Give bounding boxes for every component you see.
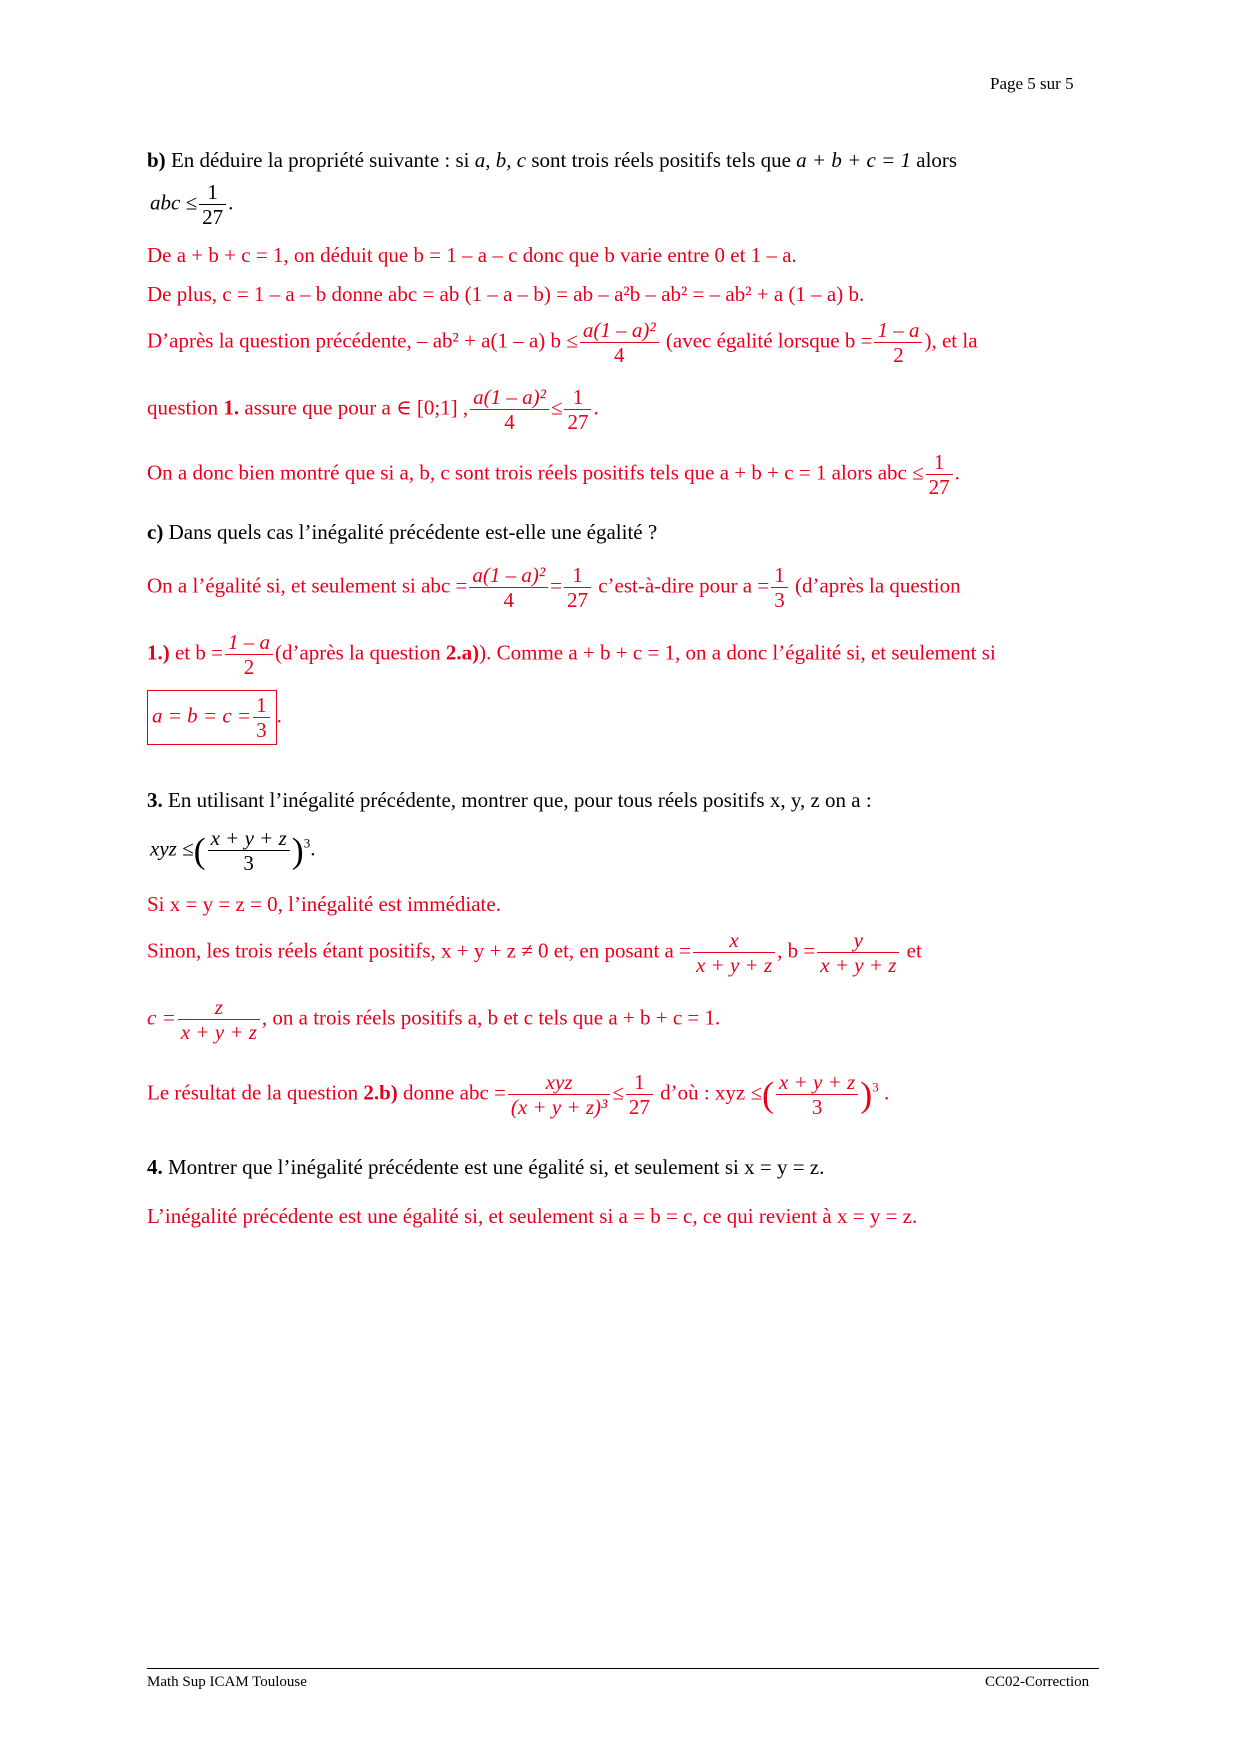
answer-2c-line-2: 1.) et b = $\frac{1 - a}{2}$ (d’après la question 2.a)). Comme a + b + c = 1, on a donc l’égalité si, et seulement si (147, 630, 996, 680)
fraction-y-over-sum: $\frac{y}{x + y + z}$ (817, 928, 899, 977)
fraction-1-a-over-2: $\frac{1 - a}{2}$ (225, 630, 273, 679)
fraction-xyz-over-sum-cubed: $\frac{\text{xyz}}{\text{(x + y + z)³}}$ (508, 1070, 610, 1119)
answer-3-line-1: Si x = y = z = 0, l’inégalité est immédiate. (147, 892, 501, 916)
answer-2b-line-1: De a + b + c = 1, on déduit que b = 1 – a – c donc que b varie entre 0 et 1 – a. (147, 243, 797, 267)
answer-2c-boxed-result: a = b = c = $\frac{1}{3}$ . (147, 690, 282, 745)
boxed-equality: a = b = c = $\frac{1}{3}$ (147, 690, 277, 745)
question-condition: a + b + c = 1 (796, 148, 911, 172)
answer-3-line-3: c = $\frac{z}{x + y + z}$ , on a trois réels positifs a, b et c tels que a + b + c = 1. (147, 995, 721, 1045)
fraction-one-27: $\frac{1}{27}$ (626, 1070, 653, 1119)
answer-2b-line-5: On a donc bien montré que si a, b, c sont trois réels positifs tels que a + b + c = 1 alors abc ≤ $\frac{1}{27}$ . (147, 450, 960, 500)
fraction-one-27: $\frac{1}{27}$ (199, 180, 226, 229)
fraction-one-27: $\frac{1}{27}$ (564, 385, 591, 434)
question-4 (147, 1155, 824, 1180)
inequality-lhs: abc ≤ (150, 190, 198, 215)
answer-3-line-4: Le résultat de la question 2.b) donne abc = $\frac{\text{xyz}}{\text{(x + y + z)³}}$ ≤ $\frac{1}{27}$ d’où : xyz ≤( $\frac{x + y + z}{3}$ )$^3$ . (147, 1070, 890, 1120)
footer-rule (147, 1668, 1099, 1669)
question-label: 3. (147, 788, 163, 812)
fraction-a-1-a-squared-over-4: $\frac{\text{a(1 – a)²}}{4}$ (580, 318, 659, 367)
question-vars: a, b, c (474, 148, 527, 172)
question-text: En utilisant l’inégalité précédente, montrer que, pour tous réels positifs x, y, z on a : (168, 788, 872, 812)
answer-4: L’inégalité précédente est une égalité si, et seulement si a = b = c, ce qui revient à x = y = z. (147, 1204, 918, 1228)
fraction-a-1-a-squared-over-4: $\frac{\text{a(1 – a)²}}{4}$ (469, 563, 548, 612)
answer-2b-line-2: De plus, c = 1 – a – b donne abc = ab (1 – a – b) = ab – a²b – ab² = – ab² + a (1 – a) b. (147, 282, 865, 306)
answer-3-line-2: Sinon, les trois réels étant positifs, x + y + z ≠ 0 et, en posant a = $\frac{x}{x + y + z}$ , b = $\frac{y}{x + y + z}$ et (147, 928, 922, 978)
fraction-one-27: $\frac{1}{27}$ (926, 450, 953, 499)
question-2b-inequality: abc ≤ $\frac{1}{27}$ . (150, 180, 234, 230)
question-3-inequality: xyz ≤( $\frac{x + y + z}{3}$ )$^3$. (150, 826, 316, 876)
fraction-a-1-a-squared-over-4: $\frac{\text{a(1 – a)²}}{4}$ (470, 385, 549, 434)
question-2c (147, 520, 657, 545)
answer-2c-line-1: On a l’égalité si, et seulement si abc = $\frac{\text{a(1 – a)²}}{4}$ = $\frac{1}{27}$ c’est-à-dire pour a = $\frac{1}{3}$ (d’après la question (147, 563, 961, 613)
question-text-3: alors (916, 148, 958, 172)
answer-2b-line-3: D’après la question précédente, – ab² + a(1 – a) b ≤ $\frac{\text{a(1 – a)²}}{4}$ (avec égalité lorsque b = $\frac{1 - a}{2}$ ), et la (147, 318, 978, 368)
question-label: c) (147, 520, 164, 544)
question-text: En déduire la propriété suivante : si (170, 148, 470, 172)
page-number: Page 5 sur 5 (990, 74, 1074, 93)
fraction-one-27: $\frac{1}{27}$ (564, 563, 591, 612)
question-2b (147, 148, 957, 173)
fraction-sum-over-3: $\frac{x + y + z}{3}$ (776, 1070, 858, 1119)
question-label: b) (147, 148, 166, 172)
fraction-sum-over-3: $\frac{x + y + z}{3}$ (208, 826, 290, 875)
fraction-z-over-sum: $\frac{z}{x + y + z}$ (178, 995, 260, 1044)
question-3 (147, 788, 872, 813)
question-text: Dans quels cas l’inégalité précédente est-elle une égalité ? (168, 520, 658, 544)
answer-2b-line-4: question 1. assure que pour a ∈ [0;1] , $\frac{\text{a(1 – a)²}}{4}$ ≤ $\frac{1}{27}$ . (147, 385, 599, 435)
question-text-2: sont trois réels positifs tels que (531, 148, 791, 172)
fraction-one-third: $\frac{1}{3}$ (771, 563, 788, 612)
question-text: Montrer que l’inégalité précédente est une égalité si, et seulement si x = y = z. (168, 1155, 825, 1179)
fraction-1-a-over-2: $\frac{1 - a}{2}$ (874, 318, 922, 367)
footer-left: Math Sup ICAM Toulouse (147, 1674, 307, 1690)
question-label: 4. (147, 1155, 163, 1179)
footer-right: CC02-Correction (985, 1674, 1090, 1690)
fraction-one-third: $\frac{1}{3}$ (253, 693, 270, 742)
fraction-x-over-sum: $\frac{x}{x + y + z}$ (693, 928, 775, 977)
